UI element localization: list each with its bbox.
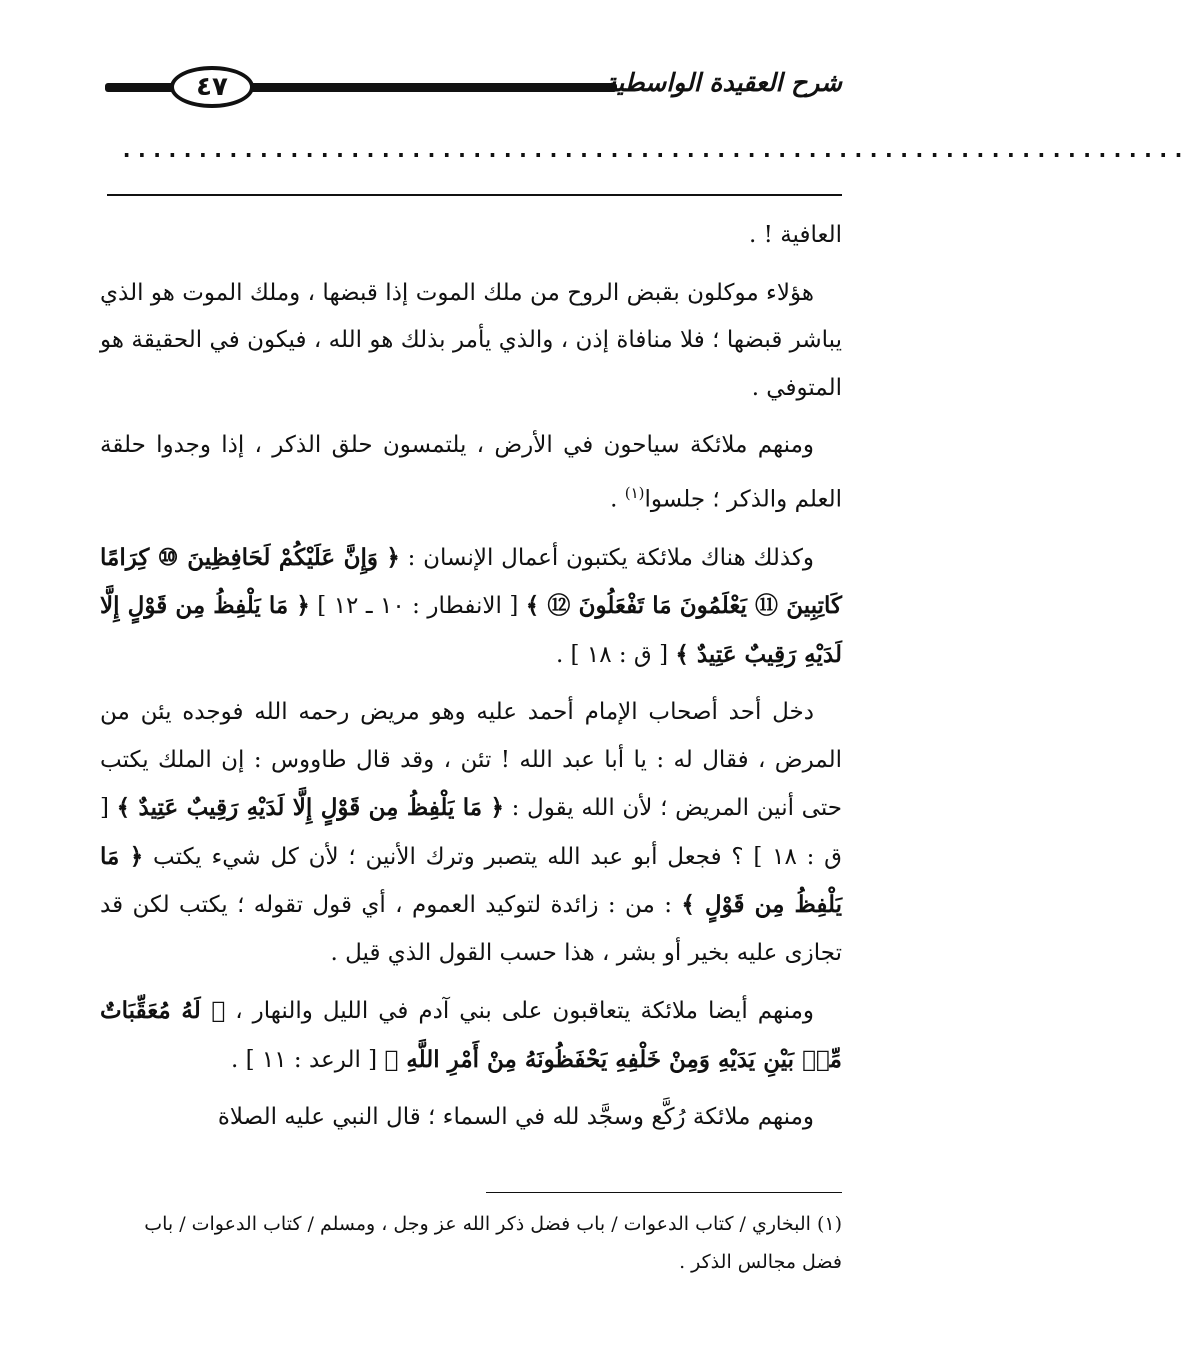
paragraph-1-text: العافية ! . (749, 222, 842, 248)
paragraph-5 (100, 689, 842, 977)
paragraph-5-middle: [ ق : ١٨ ] ؟ فجعل أبو عبد الله يتصبر وترك الأنين ؛ لأن كل شيء يكتب (100, 795, 842, 870)
paragraph-4-text: وكذلك هناك ملائكة يكتبون أعمال الإنسان : (399, 544, 814, 571)
header-divider (107, 194, 842, 196)
citation-rad: [ الرعد : ١١ ] . (230, 1046, 385, 1073)
quran-verse-rad: ﴿ لَهُ مُعَقِّبَاتٌ مِّنۢ بَيْنِ يَدَيْهِ وَمِنْ خَلْفِهِ يَحْفَظُونَهُ مِنْ أَمْرِ اللَّهِ ﴾ (100, 997, 842, 1073)
paragraph-2-text: هؤلاء موكلون بقبض الروح من ملك الموت إذا قبضها ، وملك الموت هو الذي يباشر قبضها ؛ فلا منافاة إذن ، والذي يأمر بذلك هو الله ، فيكون في الحقيقة هو المتوفي . (100, 279, 842, 401)
quran-verse-infitar: ﴿ وَإِنَّ عَلَيْكُمْ لَحَافِظِينَ ⑩ كِرَامًا كَاتِبِينَ ⑪ يَعْلَمُونَ مَا تَفْعَلُونَ ⑫ ﴾ (100, 543, 842, 620)
paragraph-3-text: ومنهم ملائكة سياحون في الأرض ، يلتمسون حلق الذكر ، إذا وجدوا حلقة العلم والذكر ؛ جلسوا (100, 432, 842, 513)
footnote-ref-1[interactable]: (١) (624, 483, 645, 502)
paragraph-3 (100, 422, 842, 524)
paragraph-5-end: : من : زائدة لتوكيد العموم ، أي قول تقوله ؛ يكتب لكن قد تجازى عليه بخير أو بشر ، هذا حسب القول الذي قيل . (100, 892, 842, 966)
main-text (100, 212, 842, 1152)
header-rule-right (245, 83, 617, 92)
footnote-1: (١) البخاري / كتاب الدعوات / باب فضل ذكر الله عز وجل ، ومسلم / كتاب الدعوات / باب فضل مجالس الذكر . (144, 1213, 842, 1273)
paragraph-7-text: ومنهم ملائكة رُكَّع وسجَّد لله في السماء ؛ قال النبي عليه الصلاة (217, 1104, 814, 1131)
paragraph-6-text: ومنهم أيضا ملائكة يتعاقبون على بني آدم في الليل والنهار ، (225, 998, 814, 1025)
paragraph-2 (100, 270, 842, 413)
dotted-separator: ...................................................................... (120, 138, 1187, 163)
header-rule-left (105, 83, 180, 92)
paragraph-4 (100, 534, 842, 680)
paragraph-7 (100, 1094, 842, 1142)
citation-qaf: [ ق : ١٨ ] . (555, 641, 676, 668)
quran-verse-qaf-2: ﴿ مَا يَلْفِظُ مِن قَوْلٍ إِلَّا لَدَيْهِ رَقِيبٌ عَتِيدٌ ﴾ (116, 794, 504, 822)
quran-verse-qaf: ﴿ مَا يَلْفِظُ مِن قَوْلٍ إِلَّا لَدَيْهِ رَقِيبٌ عَتِيدٌ ﴾ (100, 592, 842, 668)
paragraph-1 (100, 212, 842, 260)
footnote-divider (486, 1192, 842, 1193)
paragraph-3-end: . (610, 486, 625, 513)
quran-verse-fragment: ﴿ مَا يَلْفِظُ مِن قَوْلٍ ﴾ (100, 842, 843, 919)
citation-infitar: [ الانفطار : ١٠ ـ ١٢ ] (309, 593, 526, 620)
page-number: ٤٧ (170, 66, 254, 108)
paragraph-5-text: دخل أحد أصحاب الإمام أحمد عليه وهو مريض رحمه الله فوجده يئن من المرض ، فقال له : يا أبا عبد الله ! تئن ، وقد قال طاووس : إن الملك يكتب حتى أنين المريض ؛ لأن الله يقول : (100, 699, 843, 822)
paragraph-6 (100, 987, 842, 1084)
running-title: شرح العقيدة الواسطية (603, 68, 842, 97)
